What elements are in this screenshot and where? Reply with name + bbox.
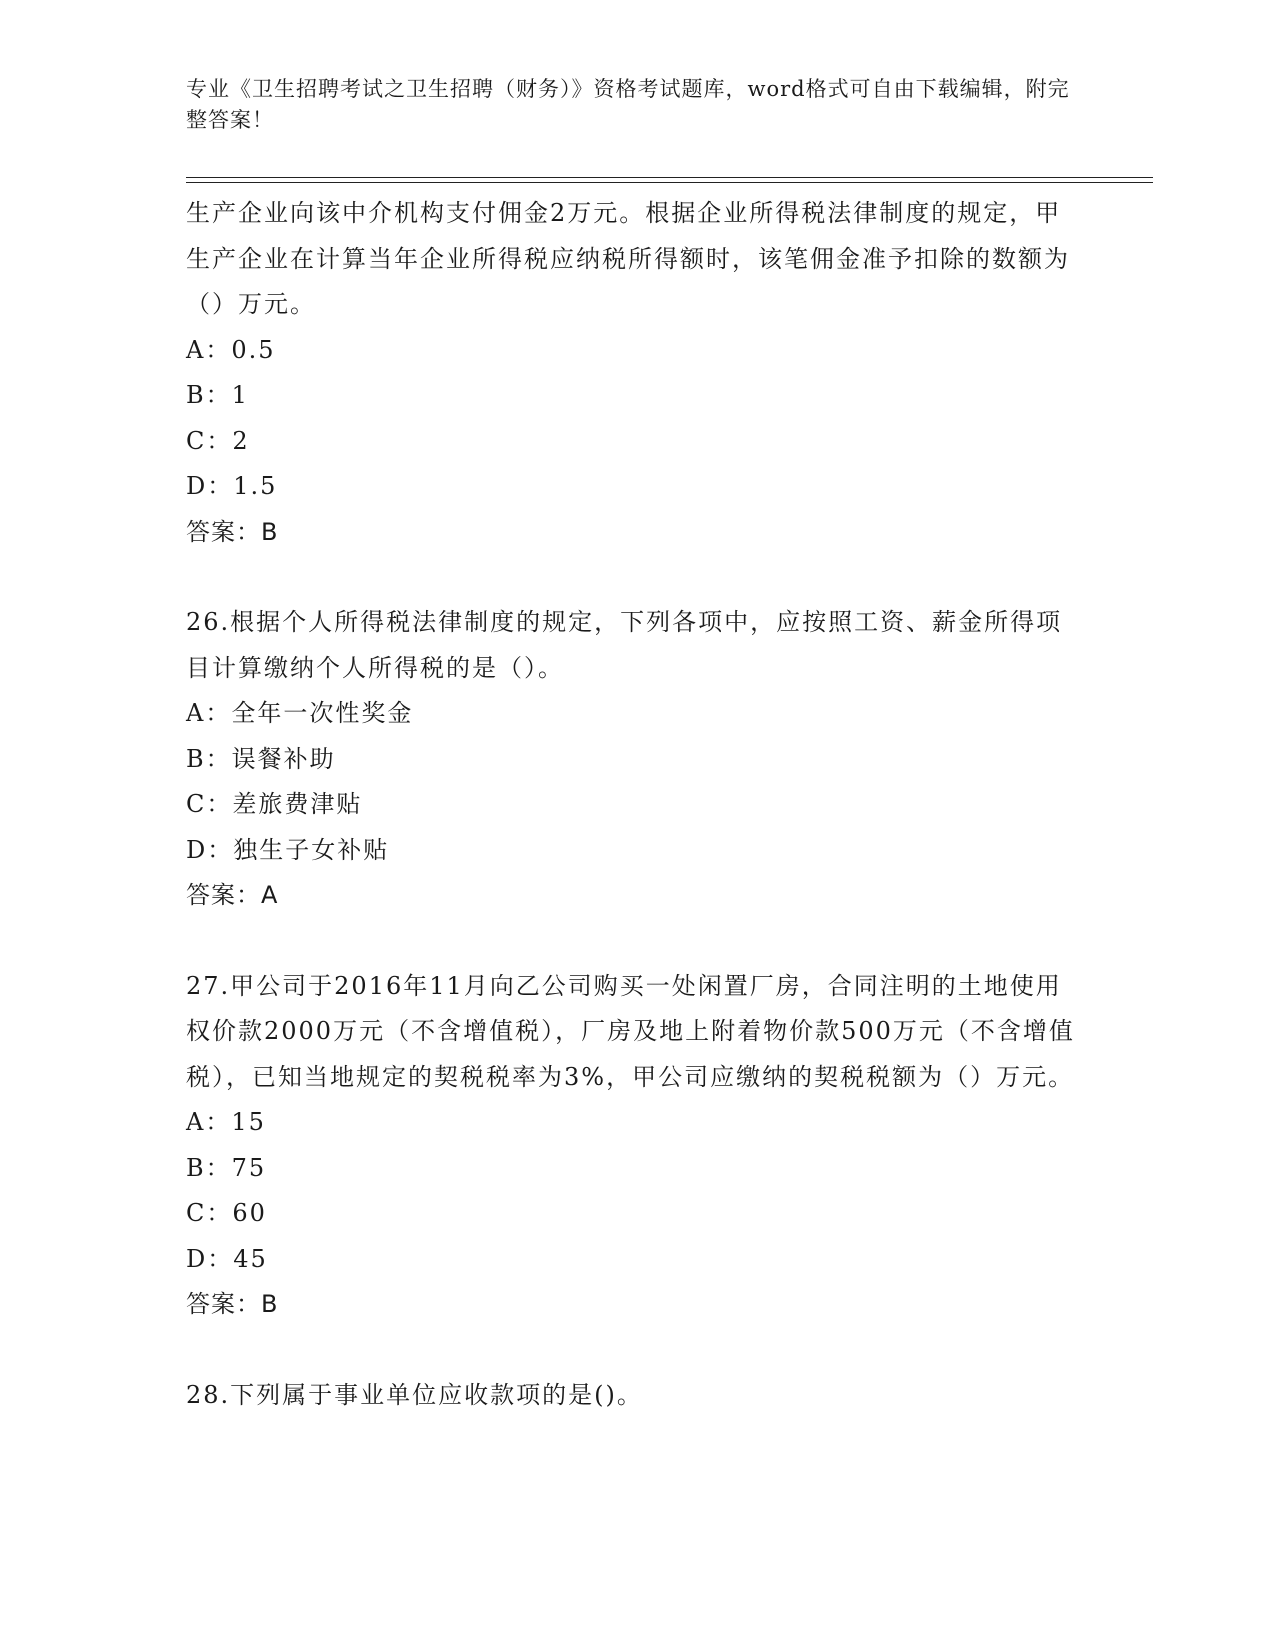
answer: 答案：A	[186, 881, 279, 909]
option-b: B：误餐补助	[186, 744, 336, 773]
question-list	[186, 191, 1086, 1418]
question-26	[186, 600, 1086, 919]
option-b: B：75	[186, 1153, 267, 1182]
spacer	[186, 919, 1086, 964]
option-a: A：15	[186, 1108, 266, 1136]
answer: 答案：B	[186, 517, 279, 546]
option-c: C：差旅费津贴	[186, 790, 363, 818]
answer: 答案：B	[186, 1290, 279, 1318]
spacer	[186, 1328, 1086, 1373]
question-28	[186, 1373, 1086, 1419]
option-a: A：全年一次性奖金	[186, 699, 414, 727]
option-d: D：1.5	[186, 472, 278, 500]
option-c: C：2	[186, 426, 250, 455]
question-stem: 26.根据个人所得税法律制度的规定，下列各项中，应按照工资、薪金所得项目计算缴纳个人所得税的是（）。	[186, 608, 1063, 682]
question-stem: 生产企业向该中介机构支付佣金2万元。根据企业所得税法律制度的规定，甲生产企业在计算当年企业所得税应纳税所得额时，该笔佣金准予扣除的数额为（）万元。	[186, 199, 1070, 318]
option-b: B：1	[186, 381, 249, 409]
question-stem: 27.甲公司于2016年11月向乙公司购买一处闲置厂房，合同注明的土地使用权价款2000万元（不含增值税），厂房及地上附着物价款500万元（不含增值税），已知当地规定的契税税率为3%，甲公司应缴纳的契税税额为（）万元。	[186, 971, 1075, 1091]
question-27	[186, 964, 1086, 1328]
header-divider-top	[186, 177, 1153, 178]
header-divider-bottom	[186, 182, 1153, 183]
option-c: C：60	[186, 1199, 267, 1227]
option-d: D：独生子女补贴	[186, 835, 390, 864]
document-header: 专业《卫生招聘考试之卫生招聘（财务）》资格考试题库，word格式可自由下载编辑，附完整答案！	[186, 77, 1070, 132]
question-stem: 28.下列属于事业单位应收款项的是()。	[186, 1380, 643, 1409]
option-a: A：0.5	[186, 335, 276, 364]
question-25	[186, 191, 1086, 555]
spacer	[186, 555, 1086, 600]
option-d: D：45	[186, 1244, 268, 1273]
